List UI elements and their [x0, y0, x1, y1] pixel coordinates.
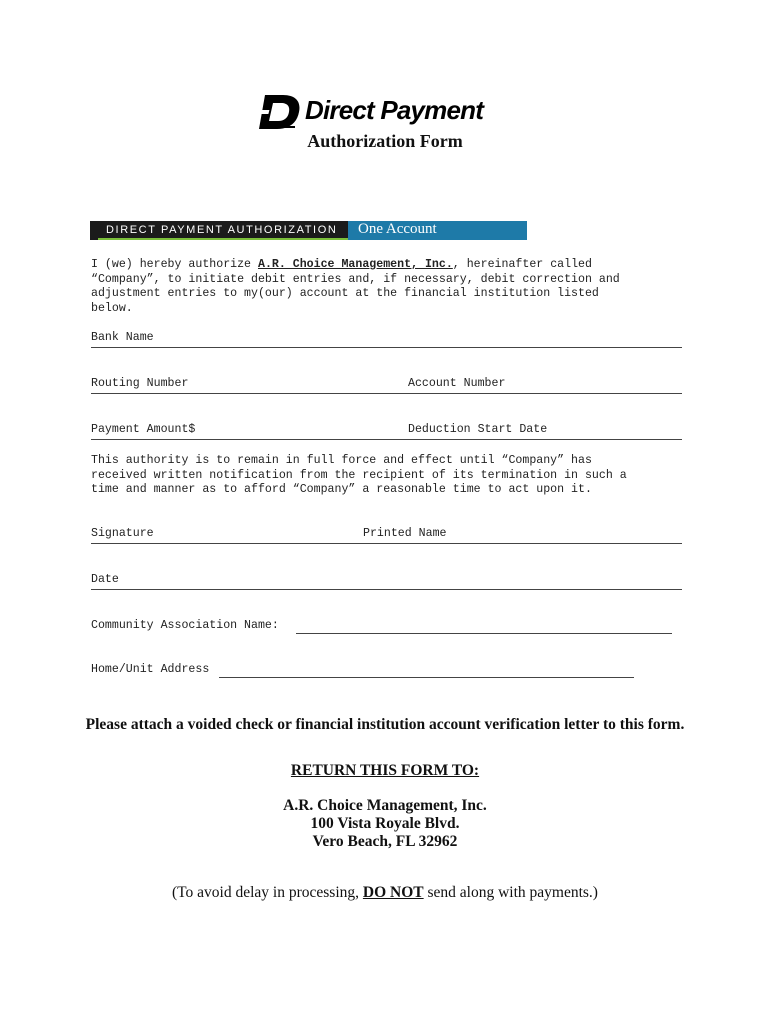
community-association-label: Community Association Name: [91, 619, 279, 632]
footer-emphasis: DO NOT [362, 884, 424, 901]
footer-prefix: (To avoid delay in processing, [172, 884, 363, 901]
routing-number-label: Routing Number [91, 377, 189, 390]
footer-suffix: send along with payments.) [423, 884, 598, 901]
form-title: Authorization Form [307, 131, 463, 151]
company-name: A.R. Choice Management, Inc. [257, 258, 453, 271]
account-number-label: Account Number [408, 377, 506, 390]
banner-label: DIRECT PAYMENT AUTHORIZATION [106, 224, 338, 236]
direct-payment-logo [259, 93, 519, 133]
authorization-banner [90, 221, 527, 240]
banner-label-box [98, 221, 348, 240]
intro-prefix: I (we) hereby authorize [91, 258, 258, 271]
return-street: 100 Vista Royale Blvd. [310, 815, 460, 832]
footer-note [0, 884, 770, 902]
banner-option-box [348, 221, 527, 240]
date-line[interactable] [91, 589, 682, 590]
return-heading: RETURN THIS FORM TO: [290, 762, 480, 779]
signature-label: Signature [91, 527, 154, 540]
payment-amount-label: Payment Amount$ [91, 423, 196, 436]
payment-deduction-line[interactable] [91, 439, 682, 440]
logo-wordmark: Direct Payment [305, 95, 484, 125]
d-logo-icon [259, 93, 303, 131]
home-unit-address-line[interactable] [219, 677, 634, 678]
banner-option: One Account [358, 221, 437, 237]
return-city: Vero Beach, FL 32962 [312, 833, 458, 850]
authority-paragraph: This authority is to remain in full force and effect until “Company” has received written notification from the recipient of its termination in such a time and manner as to afford “Company” a reasonable time to act upon it. [91, 454, 627, 497]
intro-suffix: , hereinafter called “Company”, to initiate debit entries and, if necessary, debit correction and adjustment entries to my(our) account at the financial institution listed below. [91, 258, 620, 315]
routing-account-line[interactable] [91, 393, 682, 394]
bank-name-label: Bank Name [91, 331, 154, 344]
home-unit-address-label: Home/Unit Address [91, 663, 210, 676]
bank-name-line[interactable] [91, 347, 682, 348]
authorization-paragraph [91, 258, 691, 316]
printed-name-label: Printed Name [363, 527, 447, 540]
deduction-start-date-label: Deduction Start Date [408, 423, 548, 436]
community-association-line[interactable] [296, 633, 672, 634]
banner-left-cap [90, 221, 98, 240]
signature-line[interactable] [91, 543, 682, 544]
date-label: Date [91, 573, 119, 586]
return-company: A.R. Choice Management, Inc. [283, 797, 487, 814]
attach-check-notice: Please attach a voided check or financial institution account verification letter to this form. [85, 716, 685, 733]
